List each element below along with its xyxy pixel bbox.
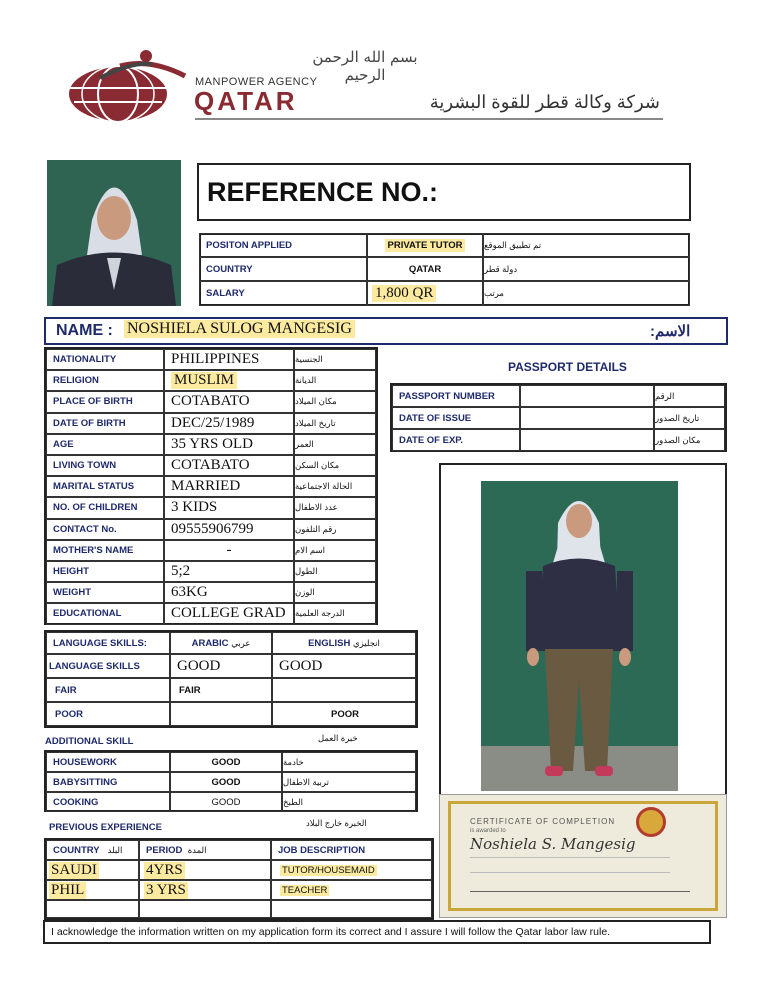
additional-skill-title-arabic: خبرة العمل (318, 733, 358, 743)
personal-value-text: PHILIPPINES (171, 351, 260, 368)
language-head-english (272, 632, 416, 654)
passport-label: DATE OF EXP. (392, 429, 520, 451)
additional-skill-label: COOKING (46, 792, 170, 812)
personal-value (164, 561, 294, 582)
experience-job-text: TUTOR/HOUSEMAID (282, 864, 375, 876)
language-row-english (272, 678, 416, 702)
personal-value-text: 35 YRS OLD (171, 435, 253, 452)
personal-label: AGE (46, 434, 164, 455)
language-english-label: ENGLISH (308, 637, 351, 649)
applicant-full-body-photo (481, 481, 678, 791)
additional-skill-label: HOUSEWORK (46, 752, 170, 772)
personal-value-text: 63KG (171, 584, 208, 601)
personal-value-text: COTABATO (171, 393, 250, 410)
personal-arabic: تاريخ الميلاد (294, 413, 376, 434)
language-head-label: LANGUAGE SKILLS: (46, 632, 170, 654)
name-arabic: الاسم: (650, 323, 691, 340)
experience-country (46, 880, 139, 900)
language-row-label: LANGUAGE SKILLS (46, 654, 170, 678)
experience-job (271, 880, 432, 900)
experience-country-text: SAUDI (51, 861, 97, 878)
personal-value (164, 603, 294, 624)
personal-value-text: MARRIED (171, 478, 241, 495)
certificate-recipient-name: Noshiela S. Mangesig (470, 835, 636, 853)
experience-period-arabic: المدة (187, 844, 207, 855)
previous-experience-title-arabic: الخبرة خارج البلاد (306, 818, 367, 828)
personal-arabic: الطول (294, 561, 376, 582)
additional-skill-arabic: الطبخ (282, 792, 416, 812)
language-row-arabic (170, 702, 272, 726)
language-row-label: FAIR (46, 678, 170, 702)
personal-value (164, 582, 294, 603)
personal-label: WEIGHT (46, 582, 164, 603)
experience-head-job: JOB DESCRIPTION (271, 840, 432, 860)
personal-value-text: 3 KIDS (171, 499, 218, 516)
language-row-label: POOR (46, 702, 170, 726)
acknowledgement-box (43, 920, 711, 944)
experience-period-text: 3 YRS (146, 881, 186, 898)
bismillah-calligraphy: بسم الله الرحمن الرحيم (312, 48, 418, 84)
additional-skill-value: GOOD (170, 752, 282, 772)
certificate-seal-icon (636, 807, 666, 837)
language-row-arabic: FAIR (170, 678, 272, 702)
personal-arabic: الديانة (294, 370, 376, 391)
experience-country-arabic: البلد (107, 844, 123, 855)
certificate-of-completion-image (439, 794, 727, 918)
experience-period (139, 860, 271, 880)
personal-value-text: DEC/25/1989 (171, 414, 255, 431)
country-label: COUNTRY (199, 257, 367, 281)
personal-value-text: 09555906799 (171, 520, 254, 537)
language-head-arabic (170, 632, 272, 654)
personal-label: LIVING TOWN (46, 455, 164, 476)
experience-period (139, 900, 271, 918)
passport-arabic: تاريخ الصدور (654, 407, 725, 429)
agency-logo (60, 48, 190, 126)
personal-value (164, 497, 294, 518)
additional-skill-arabic: تربية الاطفال (282, 772, 416, 792)
experience-head-period (139, 840, 271, 860)
personal-arabic: اسم الام (294, 540, 376, 561)
acknowledgement-text: I acknowledge the information written on my application form its correct and I assure I will follow the Qatar labor law rule. (51, 926, 611, 938)
personal-value (164, 540, 294, 561)
personal-value-text: MUSLIM (171, 372, 237, 389)
additional-skill-value: GOOD (170, 772, 282, 792)
personal-value (164, 391, 294, 412)
personal-value-text: 5;2 (171, 563, 191, 580)
reference-box (197, 163, 691, 221)
additional-skill-value: GOOD (170, 792, 282, 812)
personal-label: MOTHER'S NAME (46, 540, 164, 561)
agency-name-small: MANPOWER AGENCY (195, 76, 318, 88)
passport-arabic: الرقم (654, 385, 725, 407)
previous-experience-title: PREVIOUS EXPERIENCE (49, 822, 162, 833)
name-value: NOSHIELA SULOG MANGESIG (124, 320, 355, 338)
personal-label: CONTACT No. (46, 519, 164, 540)
personal-arabic: الدرجة العلمية (294, 603, 376, 624)
experience-period (139, 880, 271, 900)
header-underline (195, 118, 663, 120)
personal-arabic: رقم التلفون (294, 519, 376, 540)
certificate-subtitle: is awarded to (470, 828, 506, 834)
agency-name-qatar: QATAR (194, 86, 298, 116)
personal-arabic: مكان الميلاد (294, 391, 376, 412)
additional-skill-title: ADDITIONAL SKILL (45, 736, 134, 747)
personal-arabic: مكان السكن (294, 455, 376, 476)
name-label: NAME : (56, 322, 113, 339)
language-english-arabic: انجليزي (352, 637, 380, 648)
personal-value (164, 455, 294, 476)
salary-arabic: مرتب (483, 281, 690, 306)
salary-value: 1,800 QR (367, 281, 483, 306)
personal-arabic: العمر (294, 434, 376, 455)
additional-skill-label: BABYSITTING (46, 772, 170, 792)
experience-period-text: 4YRS (146, 861, 183, 878)
agency-name-arabic: شركة وكالة قطر للقوة البشرية (429, 92, 660, 112)
passport-label: PASSPORT NUMBER (392, 385, 520, 407)
reference-title: REFERENCE NO.: (207, 176, 439, 207)
personal-value-text: - (226, 541, 232, 558)
personal-value (164, 434, 294, 455)
personal-arabic: الوزن (294, 582, 376, 603)
passport-value (520, 407, 654, 429)
personal-value (164, 519, 294, 540)
personal-arabic: الحالة الاجتماعية (294, 476, 376, 497)
experience-job-text: TEACHER (282, 884, 328, 896)
position-arabic: تم تطبيق الموقع (483, 233, 690, 257)
experience-country-label: COUNTRY (53, 844, 100, 856)
additional-skill-arabic: خادمة (282, 752, 416, 772)
experience-head-country (46, 840, 139, 860)
personal-value-text: COLLEGE GRAD (171, 605, 286, 622)
personal-label: DATE OF BIRTH (46, 413, 164, 434)
personal-value (164, 370, 294, 391)
language-row-english: POOR (272, 702, 416, 726)
passport-value (520, 385, 654, 407)
certificate-signature-lines (470, 891, 690, 892)
personal-label: MARITAL STATUS (46, 476, 164, 497)
experience-job (271, 900, 432, 918)
country-arabic: دولة قطر (483, 257, 690, 281)
experience-country (46, 900, 139, 918)
personal-value (164, 349, 294, 370)
passport-arabic: مكان الصدور (654, 429, 725, 451)
personal-value (164, 476, 294, 497)
language-arabic-label: ARABIC (191, 637, 229, 649)
language-arabic-arabic: عربي (231, 637, 251, 648)
personal-label: HEIGHT (46, 561, 164, 582)
certificate-title: CERTIFICATE OF COMPLETION (470, 817, 616, 826)
language-row-english: GOOD (272, 654, 416, 678)
position-value: PRIVATE TUTOR (367, 233, 483, 257)
personal-label: RELIGION (46, 370, 164, 391)
experience-country-text: PHIL (51, 881, 85, 898)
country-value: QATAR (367, 257, 483, 281)
personal-label: NATIONALITY (46, 349, 164, 370)
passport-label: DATE OF ISSUE (392, 407, 520, 429)
experience-country (46, 860, 139, 880)
personal-value (164, 413, 294, 434)
personal-arabic: الجنسية (294, 349, 376, 370)
applicant-portrait-photo (47, 160, 181, 306)
passport-details-title: PASSPORT DETAILS (508, 360, 627, 374)
salary-label: SALARY (199, 281, 367, 306)
language-row-arabic: GOOD (170, 654, 272, 678)
position-label: POSITON APPLIED (199, 233, 367, 257)
personal-arabic: عدد الاطفال (294, 497, 376, 518)
personal-label: NO. OF CHILDREN (46, 497, 164, 518)
personal-value-text: COTABATO (171, 457, 250, 474)
passport-value (520, 429, 654, 451)
experience-period-label: PERIOD (146, 844, 183, 856)
personal-label: PLACE OF BIRTH (46, 391, 164, 412)
experience-job (271, 860, 432, 880)
personal-label: EDUCATIONAL (46, 603, 164, 624)
certificate-text-lines (470, 857, 670, 873)
